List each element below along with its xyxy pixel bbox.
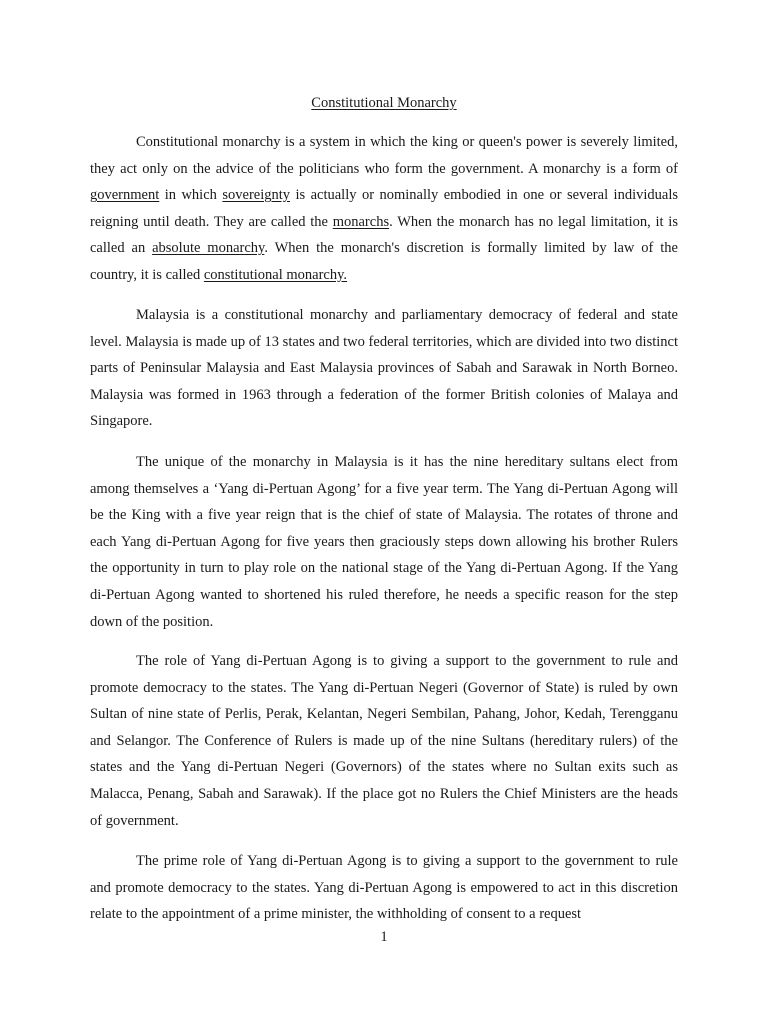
paragraph-prime-role: The prime role of Yang di-Pertuan Agong is to giving a support to the government to rule and promote democracy to the states. Yang di-Pertuan Agong is empowered to act in this discretion relate to the appointment of a prime minister, the withholding of consent to a request [90,853,678,923]
page-title [90,93,678,113]
p1-text-1: Constitutional monarchy is a system in which the king or queen's power is severely limited, they act only on the advice of the politicians who form the government. A monarchy is a form of [90,134,678,177]
paragraph-malaysia: Malaysia is a constitutional monarchy and parliamentary democracy of federal and state level. Malaysia is made up of 13 states and two federal territories, which are divided into two distinct parts of Peninsular Malaysia and East Malaysia provinces of Sabah and Sarawak in North Borneo. Malaysia was formed in 1963 through a federation of the former British colonies of Malaya and Singapore. [90,307,678,430]
p1-text-5: . When the monarch's discretion is formally limited by law of the country, it is called [90,240,678,283]
link-sovereignty[interactable]: sovereignty [222,187,291,204]
page-number: 1 [380,929,388,945]
paragraph-constitutional-monarchy [90,129,678,289]
link-absolute-monarchy[interactable]: absolute monarchy [152,240,265,257]
paragraph-unique-monarchy: The unique of the monarchy in Malaysia is it has the nine hereditary sultans elect from among themselves a ‘Yang di-Pertuan Agong’ for a five year term. The Yang di-Pertuan Agong will be the King with a five year reign that is the chief of state of Malaysia. The rotates of throne and each Yang di-Pertuan Agong for five years then graciously steps down allowing his brother Rulers the opportunity in turn to play role on the national stage of the Yang di-Pertuan Agong. If the Yang di-Pertuan Agong wanted to shortened his ruled therefore, he needs a specific reason for the step down of the position. [90,454,678,630]
link-constitutional-monarchy[interactable]: constitutional monarchy. [203,266,348,283]
link-monarchs[interactable]: monarchs [332,213,390,230]
link-government[interactable]: government [90,187,160,204]
document-page [90,0,678,1024]
paragraph-role-agong: The role of Yang di-Pertuan Agong is to giving a support to the government to rule and promote democracy to the states. The Yang di-Pertuan Negeri (Governor of State) is ruled by own Sultan of nine state of Perlis, Perak, Kelantan, Negeri Sembilan, Pahang, Johor, Kedah, Terengganu and Selangor. The Conference of Rulers is made up of the nine Sultans (hereditary rulers) of the states and the Yang di-Pertuan Negeri (Governors) of the states where no Sultan exits such as Malacca, Penang, Sabah and Sarawak). If the place got no Rulers the Chief Ministers are the heads of government. [90,653,678,829]
page-title-text: Constitutional Monarchy [311,95,457,111]
p1-text-4: . When the monarch has no legal limitation, it is called an [90,213,678,257]
p1-text-3: is actually or nominally embodied in one or several individuals reigning until death. They are called the [90,187,678,230]
p1-text-2: in which [159,187,223,204]
